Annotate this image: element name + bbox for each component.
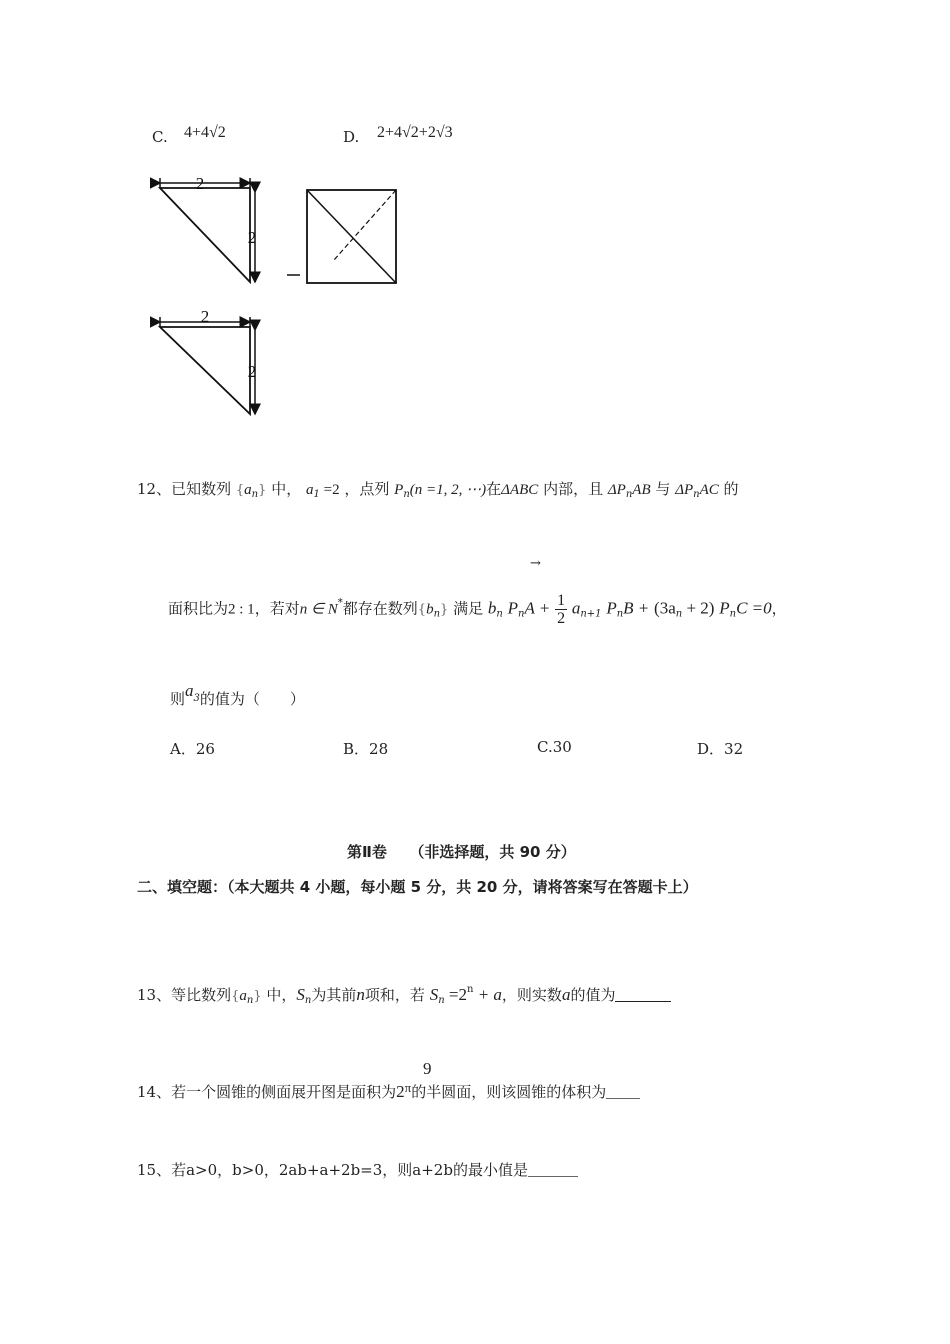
brace-right: } (440, 602, 449, 618)
subscript: n (433, 608, 441, 620)
vector-eq-paren-rest: + 2) (682, 598, 715, 618)
point-p: P (394, 482, 404, 498)
option-c-value: 4+4√2 (184, 124, 226, 141)
fraction-half (555, 592, 567, 627)
vector-eq-b2: B + (623, 598, 650, 618)
superscript: * (337, 597, 343, 609)
subscript: n (246, 995, 254, 1006)
section-title: 第Ⅱ卷 （非选择题，共 90 分） (347, 843, 576, 861)
dimension-label: 2 (195, 174, 205, 193)
front-view (160, 174, 256, 282)
question-15 (137, 1159, 578, 1180)
subscript: n (403, 489, 410, 500)
question-number: 13、 (137, 986, 172, 1004)
question-text: 内部，且 (538, 480, 604, 498)
answer-blank[interactable] (606, 1084, 640, 1099)
brace-right: } (253, 989, 262, 1004)
subscript: 3 (193, 693, 200, 704)
vector-eq-p: P (719, 598, 730, 618)
question-text: 若一个圆锥的侧面展开图是面积为 (171, 1083, 397, 1101)
option-d-value: 2+4√2+2√3 (377, 124, 453, 141)
triangle-pac: ΔP (675, 482, 694, 498)
option-c: C.30 (537, 738, 572, 756)
subscript: n (518, 608, 525, 620)
triangle-pab-rest: AB (632, 482, 651, 498)
question-text: ，则实数 (501, 986, 562, 1004)
question-text: 的值为 (570, 986, 616, 1004)
question-text: 项和，若 (364, 986, 425, 1004)
vector-eq-b: b (487, 598, 497, 618)
area-ratio: 2 : 1 (228, 601, 255, 618)
triangle-abc: ΔABC (501, 482, 539, 498)
vector-eq-a: A + (524, 598, 551, 618)
option-c-label: C. (152, 128, 168, 146)
fraction-numerator: 9 (423, 1059, 432, 1078)
pi-symbol: π (404, 1080, 412, 1095)
fraction-denominator: 2 (396, 1082, 405, 1101)
question-text: 等比数列 (171, 986, 232, 1004)
sequence-a: a (244, 482, 252, 498)
subscript: n (304, 995, 312, 1006)
sum-formula: =2 (444, 985, 467, 1004)
subscript: n (625, 489, 633, 500)
dimension-label: 2 (247, 228, 257, 247)
subscript: n (729, 608, 737, 620)
question-text: 的 (718, 480, 739, 498)
brace-left: { (231, 989, 240, 1004)
superscript: n (466, 984, 474, 995)
point-range: (n =1, 2, ⋯) (409, 482, 487, 498)
subscript: n (675, 608, 683, 620)
brace-right: } (258, 483, 267, 498)
fill-in-heading: 二、填空题：（本大题共 4 小题，每小题 5 分，共 20 分，请将答案写在答题卡上） (137, 878, 698, 896)
brace-left: { (235, 483, 245, 498)
subscript: n (438, 995, 445, 1006)
triangle-pac-rest: AC (699, 482, 719, 498)
sequence-a: a (239, 988, 247, 1004)
vector-eq-c: C =0 (736, 598, 772, 618)
question-12-line-2 (168, 592, 787, 627)
question-text: 在 (486, 480, 502, 498)
real-a: a (561, 985, 571, 1004)
a1-value: =2 (319, 482, 340, 498)
answer-blank[interactable] (528, 1162, 578, 1177)
question-12-line-1 (137, 478, 739, 500)
vector-eq-an1: a (571, 598, 581, 618)
vector-eq-p: P (507, 598, 519, 618)
question-text: 则 (170, 690, 186, 708)
top-view (160, 307, 256, 414)
option-a: A．26 (170, 740, 215, 758)
question-13 (137, 984, 671, 1006)
question-text: 中， (271, 480, 302, 498)
subscript: n (616, 608, 624, 620)
vector-eq-p: P (606, 598, 617, 618)
dimension-label: 2 (200, 307, 210, 326)
subscript: n (496, 608, 503, 620)
triangle-pab: ΔP (607, 482, 626, 498)
question-text: 面积比为 (168, 599, 229, 618)
question-text: 都存在数列 (342, 599, 418, 618)
question-number: 12、 (137, 480, 172, 498)
question-number: 14、 (137, 1083, 172, 1101)
question-text: ， (771, 599, 787, 618)
option-d-label: D. (343, 128, 360, 146)
question-14 (137, 1081, 640, 1102)
sum-s: S (296, 985, 305, 1004)
question-text: 为其前 (311, 986, 357, 1004)
vector-eq-paren: (3a (654, 598, 676, 618)
fraction-numerator: 1 (557, 592, 566, 609)
term-n: n (356, 985, 365, 1004)
question-number: 15、 (137, 1161, 172, 1179)
side-view (287, 190, 396, 283)
subscript: 1 (313, 489, 320, 500)
question-text: 满足 (453, 599, 484, 618)
sequence-b: b (426, 601, 434, 618)
fraction-denominator: 2 (557, 610, 566, 627)
sum-formula-rest: + a (473, 985, 502, 1004)
question-12-line-3 (170, 681, 305, 710)
n-in-naturals: n ∈ N (299, 601, 338, 618)
a3-term: a (185, 681, 194, 700)
option-d: D．32 (697, 740, 744, 758)
brace-left: { (417, 602, 427, 618)
three-view-figure (150, 170, 410, 420)
dimension-label: 2 (247, 362, 257, 381)
question-text: 的半圆面，则该圆锥的体积为 (411, 1083, 607, 1101)
answer-blank[interactable] (615, 987, 671, 1002)
question-text: 与 (650, 480, 671, 498)
a1-term: a (305, 482, 314, 498)
sum-s: S (429, 985, 439, 1004)
subscript: n (693, 489, 700, 500)
subscript: n (251, 489, 259, 500)
option-b: B．28 (343, 740, 389, 758)
question-text: 中， (266, 986, 297, 1004)
question-text: ，若对 (254, 599, 300, 618)
question-text: 若a>0，b>0，2ab+a+2b=3，则a+2b的最小值是 (171, 1161, 528, 1179)
question-text: 已知数列 (171, 480, 232, 498)
question-text: ，点列 (344, 480, 390, 498)
question-text: 的值为（ ） (199, 690, 305, 708)
vector-arrow: → (530, 556, 541, 571)
subscript: n+1 (580, 608, 602, 620)
